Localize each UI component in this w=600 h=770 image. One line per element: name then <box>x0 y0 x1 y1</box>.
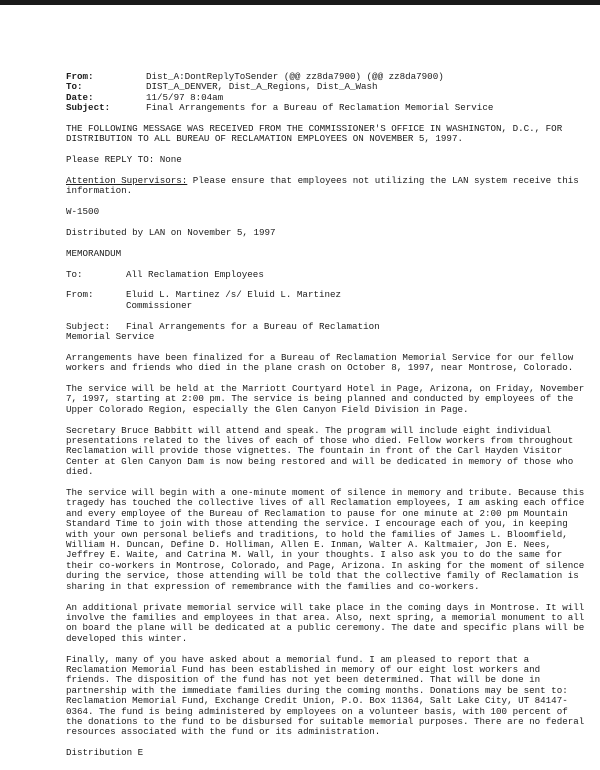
email-document <box>66 72 586 759</box>
memo-subject-label: Subject: <box>66 320 111 332</box>
header-subject-label: Subject: <box>66 102 111 114</box>
memo-from-title: Commissioner <box>126 299 193 311</box>
memo-to-label: To: <box>66 268 83 280</box>
memo-from-name: Eluid L. Martinez /s/ Eluid L. Martinez <box>126 289 342 301</box>
distributed-line: Distributed by LAN on November 5, 1997 <box>66 227 276 239</box>
attention-label: Attention Supervisors: <box>66 175 188 187</box>
header-from-label: From: <box>66 71 94 82</box>
body-paragraph-5: An additional private memorial service will take place in the coming days in Montrose. It will involve the families and employees in that area. Also, next spring, a memorial monument to all on board the plane will be dedicated at a public ceremony. The date and specific plans will be developed this winter. <box>66 601 585 644</box>
memorandum-heading: MEMORANDUM <box>66 247 122 259</box>
body-paragraph-6: Finally, many of you have asked about a memorial fund. I am pleased to report that a Reclamation Memorial Fund has been established in memory of our eight lost workers and friends. The disposition of the fund has not yet been determined. That will be done in partnership with the immediate families during the coming months. Donations may be sent to: Reclamation Memorial Fund, Exchange Credit Union, P.O. Box 11364, Salt Lake City, UT 84147-0364. The fund is being administered by employees on a volunteer basis, with 100 percent of the donations to the fund to be disbursed for suitable memorial purposes. There are no federal resources associated with the fund or its administration. <box>66 653 585 738</box>
header-to-value: DIST_A_DENVER, Dist_A_Regions, Dist_A_Wash <box>146 81 378 93</box>
page-top-border <box>0 0 600 5</box>
memo-to-row <box>66 270 586 280</box>
doc-number: W-1500 <box>66 206 100 218</box>
body-paragraph-2: The service will be held at the Marriott Courtyard Hotel in Page, Arizona, on Friday, November 7, 1997, starting at 2:00 pm. The service is being planned and conducted by employees of the Upper Colorado Region, especially the Glen Canyon Field Division in Page. <box>66 383 585 415</box>
memo-subject-line2: Memorial Service <box>66 331 155 343</box>
distribution-line: Distribution E <box>66 747 144 759</box>
memo-from-label: From: <box>66 289 94 301</box>
memo-subject-block <box>66 322 586 343</box>
memo-subject-line1: Final Arrangements for a Bureau of Reclamation <box>126 320 380 332</box>
header-date-value: 11/5/97 8:04am <box>146 91 224 103</box>
header-subject-row <box>66 103 586 113</box>
header-subject-value: Final Arrangements for a Bureau of Reclamation Memorial Service <box>146 102 494 114</box>
body-paragraph-4: The service will begin with a one-minute moment of silence in memory and tribute. Because this tragedy has touched the collective lives of all Reclamation employees, I am asking each office and every employee of the Bureau of Reclamation to pause for one minute at 2:00 pm Mountain Standard Time to join with those attending the service. I encourage each of you, in keeping with your own personal beliefs and traditions, to hold the families of James L. Bloomfield, William H. Duncan, Define D. Holliman, Allen E. Inman, Walter A. Kaltmaier, Jon E. Nees, Jeffrey E. Waite, and Catrina M. Wall, in your thoughts. I also ask you to do the same for their co-workers in Montrose, Colorado, and Page, Arizona. In asking for the moment of silence during the service, those attending will be told that the collective family of Reclamation is sharing in that expression of remembrance with the families and co-workers. <box>66 487 585 592</box>
header-from-value: Dist_A:DontReplyToSender (@@ zz8da7900) (@@ zz8da7900) <box>146 71 444 82</box>
body-paragraph-1: Arrangements have been finalized for a Bureau of Reclamation Memorial Service for our fellow workers and friends who died in the plane crash on October 8, 1997, near Montrose, Colorado. <box>66 351 574 374</box>
header-to-label: To: <box>66 81 83 93</box>
reply-to-line: Please REPLY TO: None <box>66 154 182 166</box>
header-to-row <box>66 82 586 92</box>
header-date-label: Date: <box>66 91 94 103</box>
memo-from-value <box>126 290 586 311</box>
attention-paragraph <box>66 176 586 197</box>
intro-message: THE FOLLOWING MESSAGE WAS RECEIVED FROM THE COMMISSIONER'S OFFICE IN WASHINGTON, D.C., FOR DISTRIBUTION TO ALL BUREAU OF RECLAMATION EMPLOYEES ON NOVEMBER 5, 1997. <box>66 123 563 145</box>
attention-text: Please ensure that employees not utilizing the LAN system receive this information. <box>66 175 579 197</box>
body-paragraph-3: Secretary Bruce Babbitt will attend and speak. The program will include eight individual presentations related to the lives of each of those who died. Fellow workers from throughout Reclamation will provide those vignettes. The fountain in front of the Carl Hayden Visitor Center at Glen Canyon Dam is now being restored and will be dedicated in memory of those who died. <box>66 424 574 478</box>
memo-from-row <box>66 290 586 311</box>
memo-to-value: All Reclamation Employees <box>126 268 264 280</box>
